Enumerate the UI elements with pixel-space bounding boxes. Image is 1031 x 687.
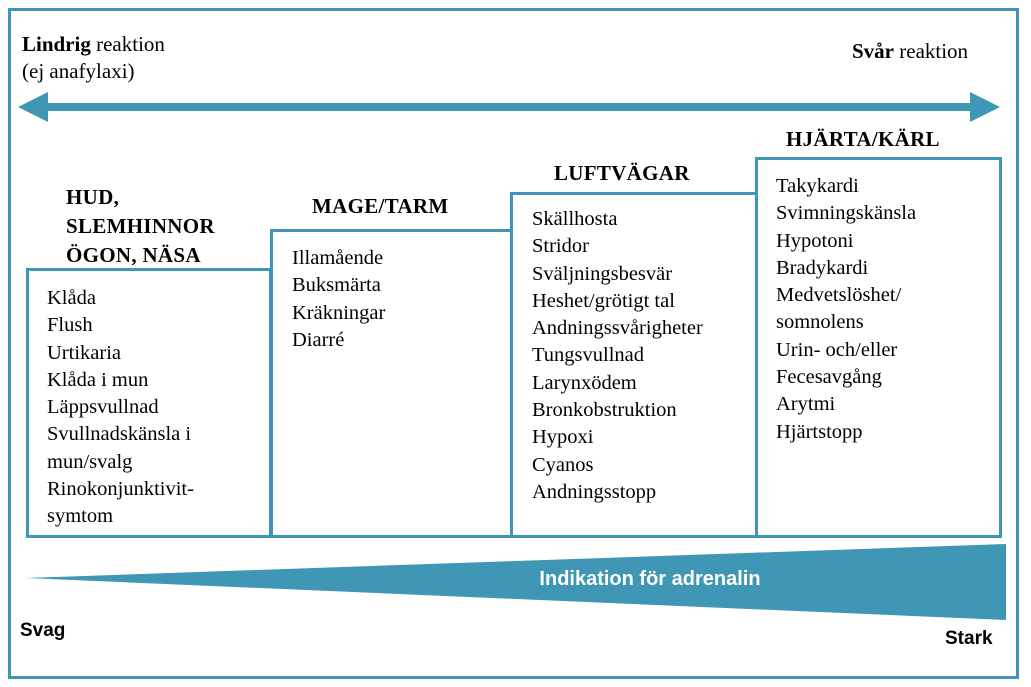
symptom-item: somnolens [776,311,864,334]
symptom-item: Klåda i mun [47,368,149,391]
symptom-item: Heshet/grötigt tal [532,289,675,312]
symptom-item: Hypotoni [776,229,854,252]
symptom-item: Medvetslöshet/ [776,284,902,307]
symptom-item: Svullnadskänsla i [47,423,192,446]
heading-mage-tarm: MAGE/TARM [312,194,449,218]
symptom-item: Andningsstopp [532,480,657,503]
symptom-item: Svimningskänsla [776,202,917,225]
symptom-item: Takykardi [776,175,859,197]
heading-hud: HUD, SLEMHINNOR ÖGON, NÄSA [66,185,215,267]
symptom-item: Kräkningar [292,301,386,324]
symptom-item: Hjärtstopp [776,420,863,443]
symptom-item: mun/svalg [47,450,133,473]
heading-luftvagar: LUFTVÄGAR [554,161,690,185]
symptom-item: Tungsvullnad [532,344,645,367]
symptom-item: Rinokonjunktivit- [47,478,194,501]
symptom-item: Cyanos [532,453,594,476]
symptom-item: Bradykardi [776,256,869,279]
adrenaline-indication-label: Indikation för adrenalin [539,568,761,590]
symptom-item: Arytmi [776,393,836,416]
symptom-item: Stridor [532,235,589,258]
symptom-item: Urin- och/eller [776,338,898,361]
symptom-item: Hypoxi [532,426,594,449]
symptom-item: Diarré [292,328,345,351]
symptom-item: Flush [47,314,93,337]
strong-label: Stark [945,628,993,649]
symptom-item: symtom [47,505,114,528]
heading-hjarta-karl: HJÄRTA/KÄRL [786,127,940,151]
symptom-item: Läppsvullnad [47,396,159,419]
symptom-item: Buksmärta [292,274,381,297]
symptom-item: Klåda [47,287,96,309]
mild-reaction-note: (ej anafylaxi) [22,59,135,83]
symptom-item: Andningssvårigheter [532,317,703,340]
symptom-item: Illamående [292,247,384,269]
symptom-item: Bronkobstruktion [532,399,677,422]
mild-reaction-label: Lindrig reaktion [22,32,165,56]
symptom-item: Sväljningsbesvär [532,262,673,285]
symptom-item: Larynxödem [532,371,637,394]
symptom-item: Skällhosta [532,208,618,230]
symptom-item: Urtikaria [47,341,121,364]
symptom-item: Fecesavgång [776,366,882,389]
weak-label: Svag [20,620,66,641]
severe-reaction-label: Svår reaktion [852,39,969,63]
